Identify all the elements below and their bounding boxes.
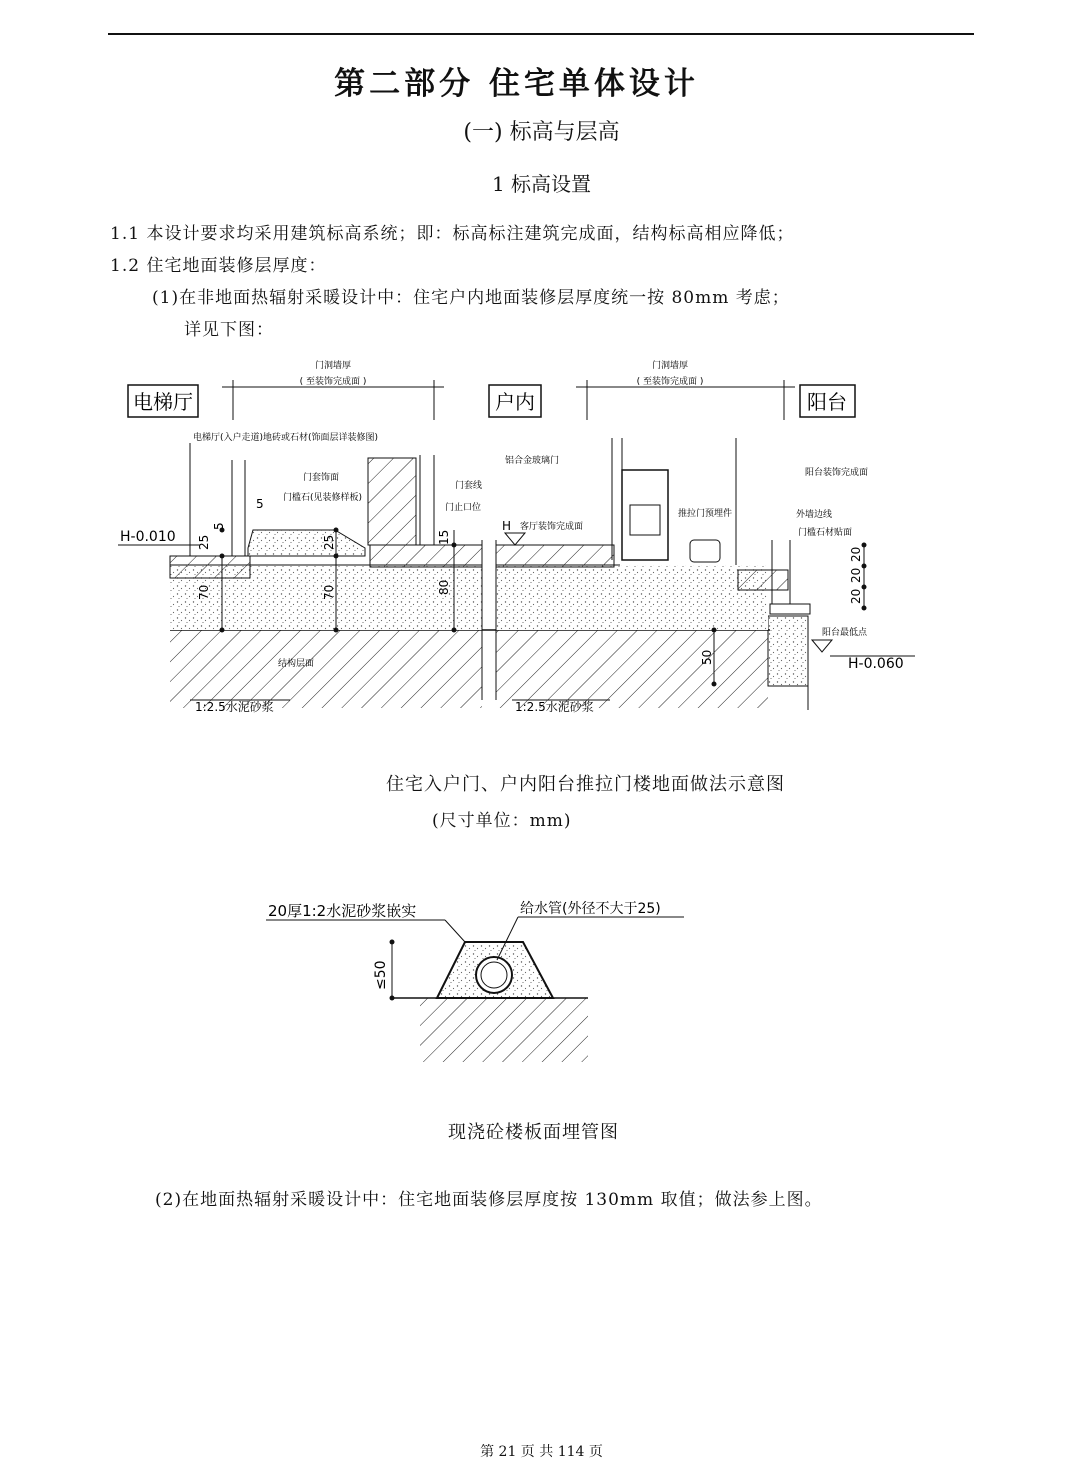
- hall-tile: [170, 556, 250, 578]
- mortar-right: 1:2.5水泥砂浆: [515, 700, 594, 714]
- paragraph-1-1: 1.1 本设计要求均采用建筑标高系统；即：标高标注建筑完成面，结构标高相应降低；: [110, 224, 795, 244]
- embedded-pipe-drawing: [260, 895, 661, 1065]
- mortar-label: 20厚1:2水泥砂浆嵌实: [268, 902, 417, 920]
- note-alu-door: 铝合金玻璃门: [505, 456, 560, 466]
- pipe-label: 给水管(外径不大于25): [520, 901, 661, 917]
- slab-left: [170, 630, 482, 708]
- dim-5b: 5: [212, 522, 226, 530]
- screed-right: [496, 565, 768, 630]
- note-wall-edge: 外墙边线: [796, 510, 833, 520]
- elevation-h: H: [502, 519, 512, 533]
- door-wall-sub-1: ( 至装饰完成面 ): [299, 377, 367, 387]
- figure-1-caption: 住宅入户门、户内阳台推拉门楼地面做法示意图: [386, 774, 785, 795]
- dim-80: 80: [437, 579, 451, 595]
- paragraph-1-2: 1.2 住宅地面装修层厚度：: [110, 256, 327, 276]
- note-low-point: 阳台最低点: [822, 628, 868, 638]
- aluminum-door-frame: [622, 470, 668, 560]
- pipe-slab: [420, 998, 588, 1062]
- dim-50: 50: [700, 649, 714, 665]
- note-balcony-finish: 阳台装饰完成面: [805, 468, 869, 478]
- page-title: 第二部分 住宅单体设计: [334, 66, 699, 102]
- elevation-left: H-0.010: [120, 529, 176, 545]
- note-slide: 推拉门预埋件: [678, 509, 733, 519]
- mortar-left: 1:2.5水泥砂浆: [195, 700, 274, 714]
- dim-15: 15: [437, 529, 451, 545]
- note-sill: 门槛石(见装修样板): [283, 493, 363, 503]
- dim-5a: 5: [256, 497, 264, 511]
- slab-right: [496, 630, 768, 708]
- note-living: 客厅装饰完成面: [520, 522, 584, 532]
- dim-70a: 70: [197, 584, 211, 600]
- figure-1-unit: (尺寸单位：mm): [432, 811, 572, 831]
- header-rule: [108, 33, 974, 35]
- dim-20b: 20: [849, 567, 863, 583]
- door-sill-stone: [248, 530, 365, 556]
- dim-25b: 25: [322, 534, 336, 550]
- paragraph-see-below: 详见下图：: [184, 320, 274, 340]
- paragraph-item-1: (1)在非地面热辐射采暖设计中：住宅户内地面装修层厚度统一按 80mm 考虑；: [152, 288, 790, 308]
- door-wall-note-1: 门洞墙厚: [314, 361, 352, 371]
- dim-25a: 25: [197, 534, 211, 550]
- dim-20c: 20: [849, 588, 863, 604]
- page-number: 第 21 页 共 114 页: [480, 1444, 603, 1460]
- elevator-hall-label: 电梯厅: [133, 390, 193, 414]
- door-leaf: [368, 458, 416, 545]
- floor-detail-drawing: [110, 350, 930, 720]
- indoor-label: 户内: [495, 390, 535, 414]
- note-door-face: 门套饰面: [303, 473, 340, 483]
- note-sill-stone: 门槛石材贴面: [798, 528, 853, 538]
- note-door-line: 门套线: [455, 481, 483, 491]
- living-finish: [496, 545, 614, 567]
- subsection-heading: 1 标高设置: [491, 172, 592, 196]
- paragraph-item-2: (2)在地面热辐射采暖设计中：住宅地面装修层厚度按 130mm 取值；做法参上图。: [155, 1190, 823, 1210]
- figure-2-caption: 现浇砼楼板面埋管图: [448, 1122, 619, 1143]
- door-wall-note-2: 门洞墙厚: [651, 361, 689, 371]
- section-heading: (一) 标高与层高: [463, 120, 620, 145]
- dim-70b: 70: [322, 584, 336, 600]
- balcony-label: 阳台: [807, 390, 847, 414]
- note-hall: 电梯厅(入户走道)地砖或石材(饰面层详装修图): [193, 433, 379, 443]
- note-structure: 结构层面: [278, 659, 315, 669]
- pipe-dim: ≤50: [373, 960, 389, 990]
- note-stop: 门止口位: [445, 503, 482, 513]
- door-wall-sub-2: ( 至装饰完成面 ): [636, 377, 704, 387]
- elevation-right: H-0.060: [848, 656, 904, 672]
- dim-20a: 20: [849, 546, 863, 562]
